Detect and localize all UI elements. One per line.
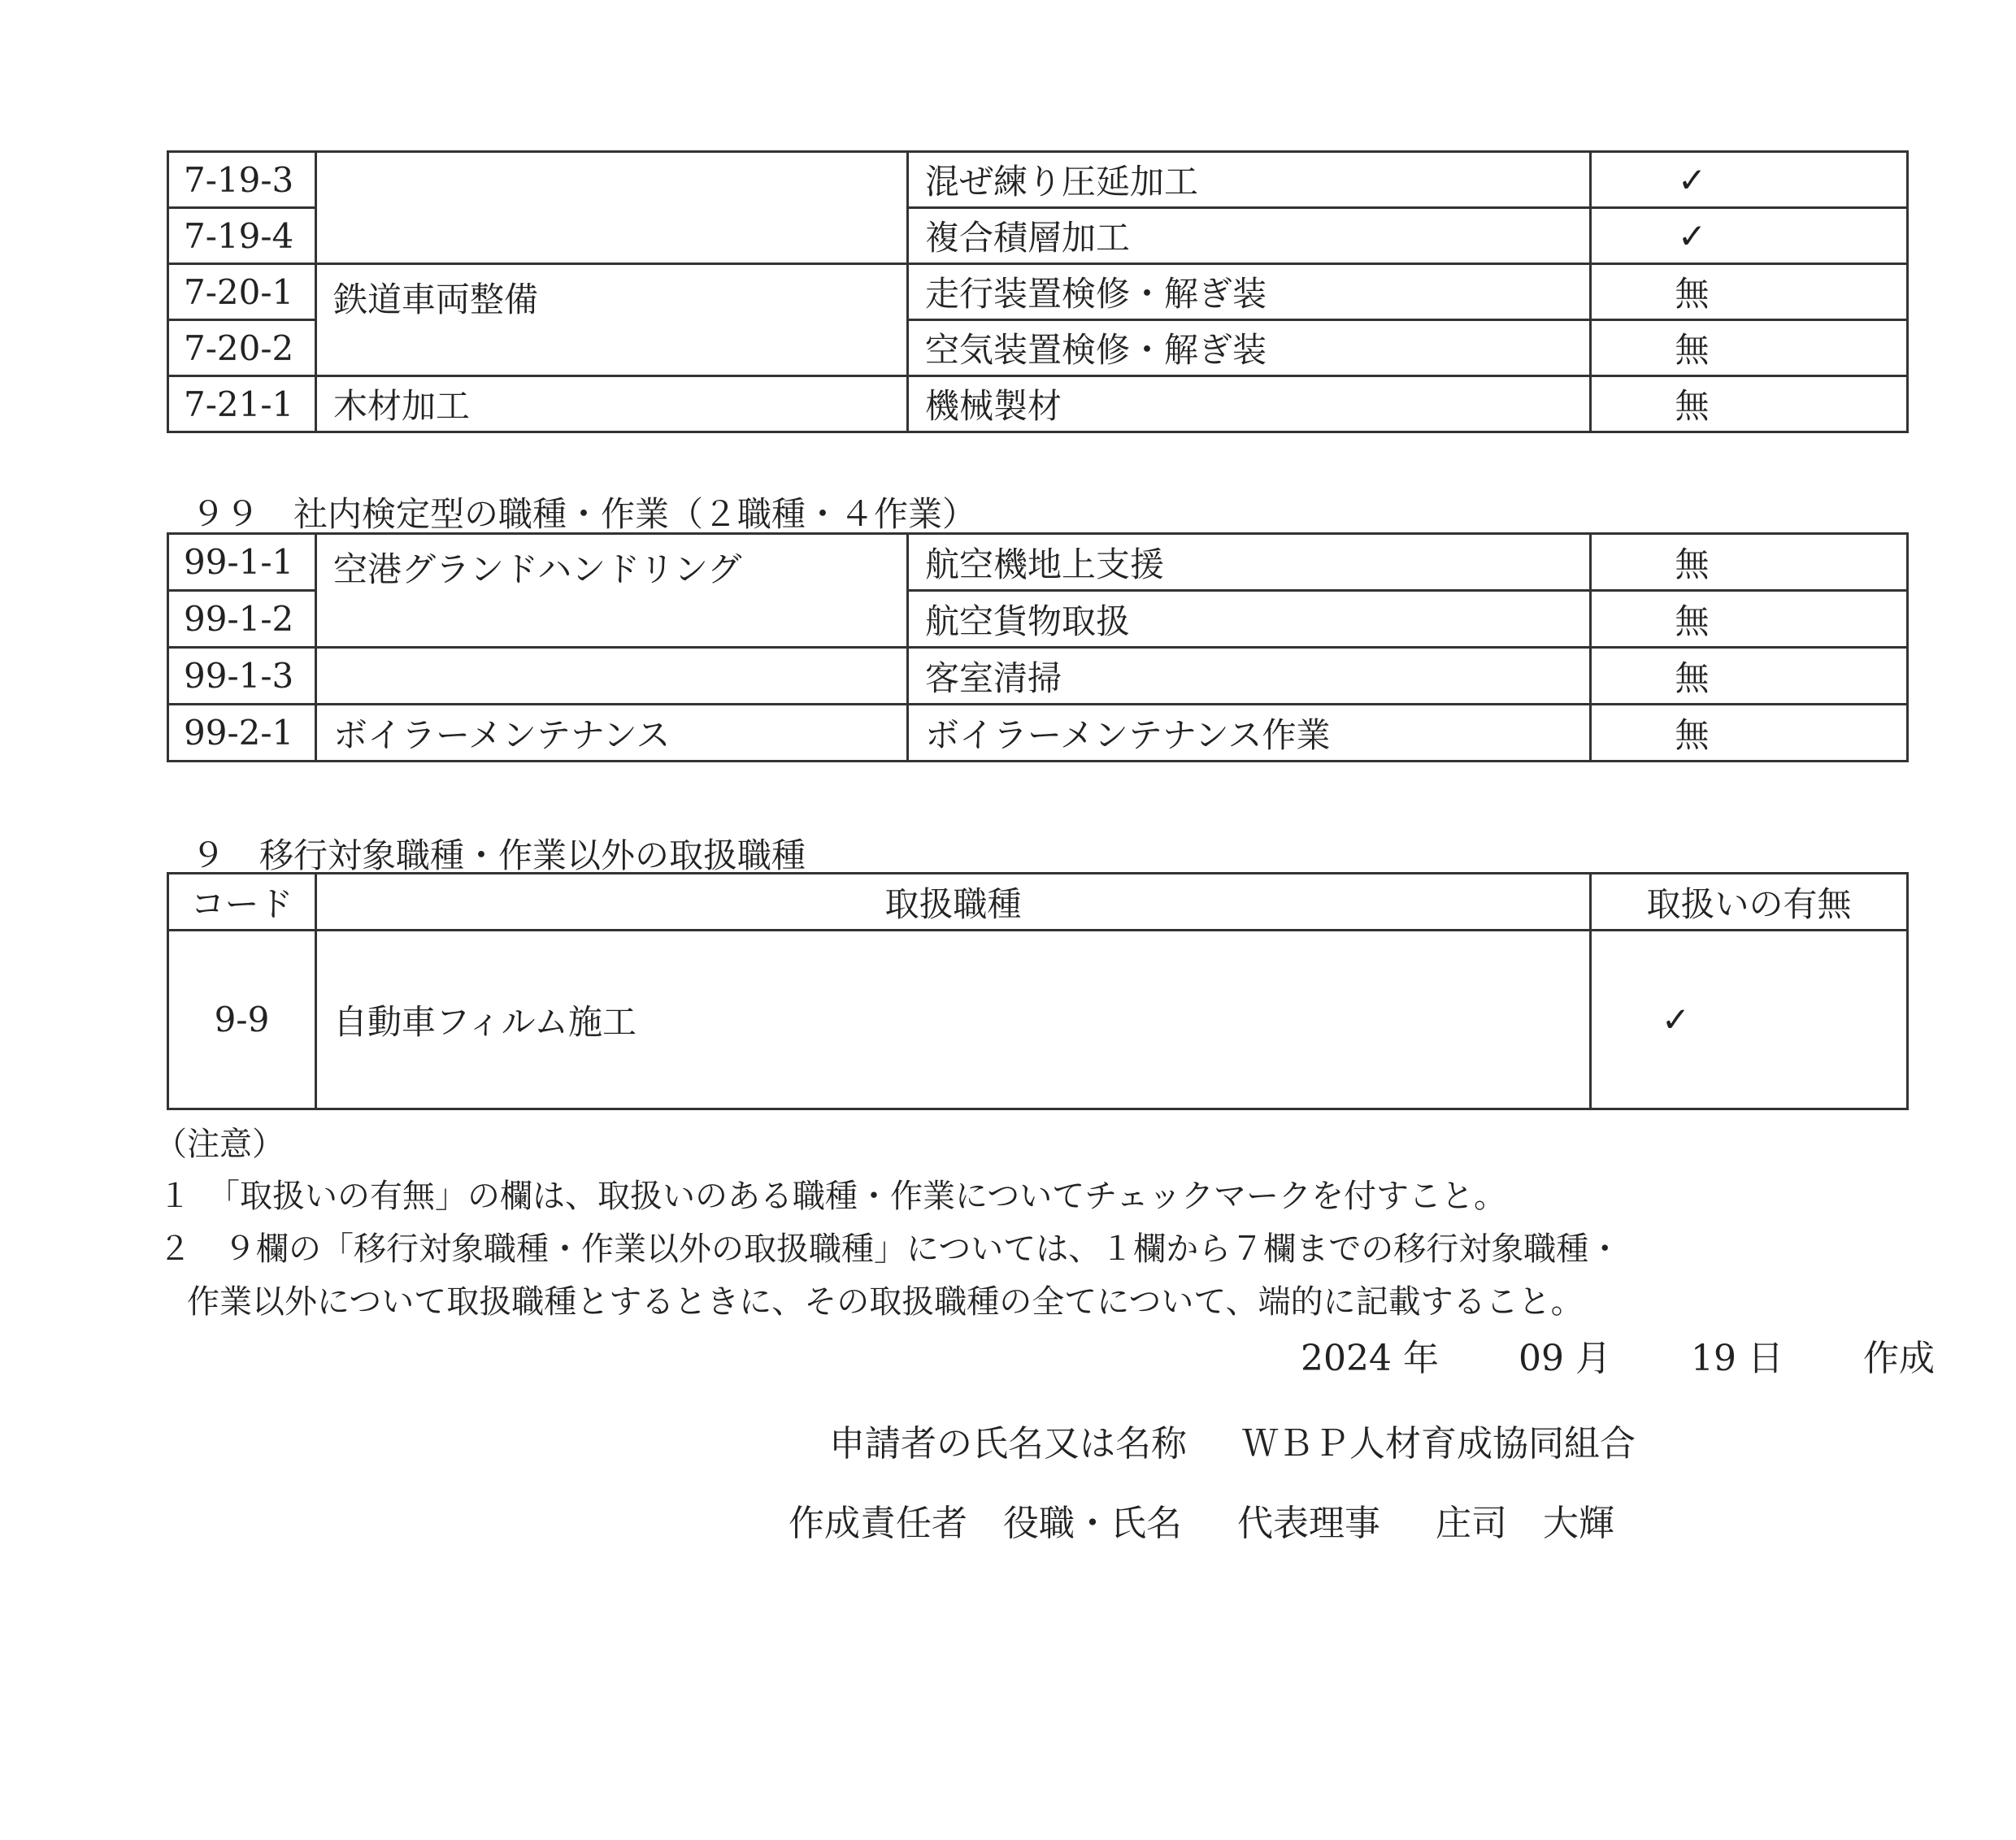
table-header-row [168,874,1908,931]
code-cell: 7-21-1 [168,376,316,432]
section-9-title: ９ 移行対象職種・作業以外の取扱職種 [191,835,806,875]
work-cell: 航空貨物取扱 [908,591,1591,648]
code-cell: 7-20-1 [168,264,316,320]
handled-cell: 無 [1591,264,1908,320]
month-value: 09 [1518,1338,1564,1379]
occupation-cell [316,152,908,264]
code-cell: 7-20-2 [168,320,316,376]
year-unit: 年 [1402,1338,1439,1379]
occupation-cell [316,648,908,705]
code-cell: 99-1-1 [168,534,316,591]
code-cell: 99-2-1 [168,705,316,762]
header-handled: 取扱いの有無 [1591,874,1908,931]
occupation-cell: ボイラーメンテナンス [316,705,908,762]
handled-cell: 無 [1591,320,1908,376]
month-unit: 月 [1575,1338,1611,1379]
handled-cell: ✓ [1591,931,1908,1109]
applicant-name: ＷＢＰ人材育成協同組合 [1242,1423,1636,1465]
occupation-cell: 空港グランドハンドリング [316,534,908,648]
work-cell: 走行装置検修・解ぎ装 [908,264,1591,320]
table-row [168,931,1908,1109]
note-2a: ２ ９欄の「移行対象職種・作業以外の取扱職種」については、１欄から７欄までの移行対象職種・ [159,1230,1622,1268]
responsible-label: 作成責任者 役職・氏名 [789,1503,1182,1544]
notes-heading: （注意） [154,1126,285,1163]
date-line [1301,1329,1935,1381]
responsible-line [789,1494,1614,1546]
table-section-99 [167,532,1909,762]
day-unit: 日 [1747,1338,1784,1379]
code-cell: 9-9 [168,931,316,1109]
table-row [168,648,1908,705]
table-row [168,376,1908,432]
section-99-title: ９９ 社内検定型の職種・作業（２職種・４作業） [191,494,977,534]
occupation-cell: 木材加工 [316,376,908,432]
code-cell: 7-19-4 [168,208,316,264]
responsible-title: 代表理事 [1237,1503,1380,1544]
table-section-9 [167,872,1909,1110]
header-code: コード [168,874,316,931]
occupation-cell: 自動車フィルム施工 [316,931,1591,1109]
handled-cell: 無 [1591,648,1908,705]
code-cell: 99-1-2 [168,591,316,648]
applicant-label: 申請者の氏名又は名称 [829,1423,1187,1465]
work-cell: 機械製材 [908,376,1591,432]
work-cell: 空気装置検修・解ぎ装 [908,320,1591,376]
table-row [168,152,1908,208]
table-row [168,534,1908,591]
table-row [168,264,1908,320]
year-value: 2024 [1301,1338,1392,1379]
header-occupation: 取扱職種 [316,874,1591,931]
handled-cell: 無 [1591,705,1908,762]
handled-cell: ✓ [1591,208,1908,264]
handled-cell: 無 [1591,591,1908,648]
responsible-name: 庄司 大輝 [1436,1503,1614,1544]
table-row [168,705,1908,762]
handled-cell: 無 [1591,534,1908,591]
work-cell: 航空機地上支援 [908,534,1591,591]
day-value: 19 [1690,1338,1736,1379]
table-section-7 [167,150,1909,433]
work-cell: ボイラーメンテナンス作業 [908,705,1591,762]
handled-cell: 無 [1591,376,1908,432]
note-2b: 作業以外について取扱職種とするときに、その取扱職種の全てについて、端的に記載すること。 [187,1283,1584,1321]
work-cell: 客室清掃 [908,648,1591,705]
applicant-line [829,1414,1636,1466]
handled-cell: ✓ [1591,152,1908,208]
created-label: 作成 [1862,1338,1935,1379]
occupation-cell: 鉄道車両整備 [316,264,908,376]
code-cell: 99-1-3 [168,648,316,705]
code-cell: 7-19-3 [168,152,316,208]
work-cell: 混ぜ練り圧延加工 [908,152,1591,208]
note-1: １ 「取扱いの有無」の欄は、取扱いのある職種・作業についてチェックマークを付すこと。 [159,1178,1506,1215]
work-cell: 複合積層加工 [908,208,1591,264]
